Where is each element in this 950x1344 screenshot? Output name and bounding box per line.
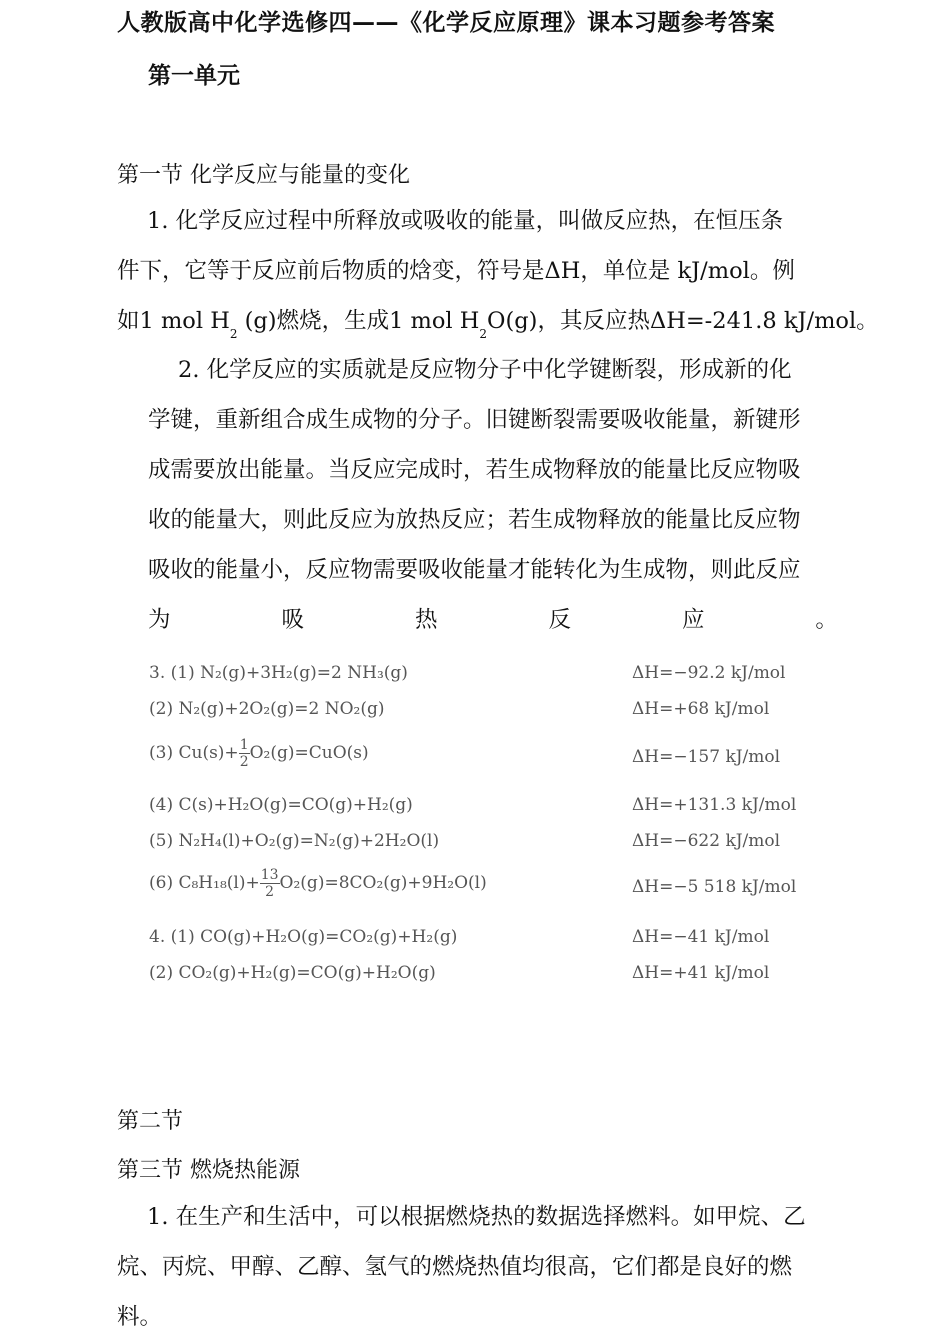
para1-line2: 件下，它等于反应前后物质的焓变，符号是ΔH，单位是 kJ/mol。例 bbox=[117, 258, 795, 284]
fraction: $\frac{13}{2}$ bbox=[260, 867, 279, 900]
enthalpy-value: ΔH=+41 kJ/mol bbox=[632, 963, 770, 983]
enthalpy-value: ΔH=+68 kJ/mol bbox=[632, 699, 770, 719]
thermochemical-equations-figure bbox=[145, 655, 823, 992]
para2-line5: 吸收的能量小，反应物需要吸收能量才能转化为生成物，则此反应 bbox=[148, 557, 801, 583]
section1-para2 bbox=[148, 345, 838, 645]
equation-text: 3. (1) N₂(g)+3H₂(g)=2 NH₃(g) bbox=[149, 663, 408, 683]
equation-text: (6) C₈H₁₈(l)+ $\frac{13}{2}$ O₂(g)=8CO₂(g)+9H₂O(l) bbox=[149, 867, 487, 900]
equation-text: (2) CO₂(g)+H₂(g)=CO(g)+H₂O(g) bbox=[149, 963, 436, 983]
section1-heading: 第一节 化学反应与能量的变化 bbox=[117, 163, 410, 188]
enthalpy-value: ΔH=−92.2 kJ/mol bbox=[632, 663, 786, 683]
section2-heading: 第二节 bbox=[117, 1109, 184, 1134]
s3-para1-line2: 烷、丙烷、甲醇、乙醇、氢气的燃烧热值均很高，它们都是良好的燃 bbox=[117, 1254, 793, 1280]
equation-text: 4. (1) CO(g)+H₂O(g)=CO₂(g)+H₂(g) bbox=[149, 927, 458, 947]
para1-line1: 1. 化学反应过程中所释放或吸收的能量，叫做反应热，在恒压条 bbox=[147, 208, 784, 234]
para2-line4: 收的能量大，则此反应为放热反应；若生成物释放的能量比反应物 bbox=[148, 507, 801, 533]
s3-para1-line1: 1. 在生产和生活中，可以根据燃烧热的数据选择燃料。如甲烷、乙 bbox=[147, 1204, 806, 1230]
section3-heading: 第三节 燃烧热能源 bbox=[117, 1158, 300, 1183]
enthalpy-value: ΔH=−41 kJ/mol bbox=[632, 927, 770, 947]
document-title: 人教版高中化学选修四——《化学反应原理》课本习题参考答案 bbox=[117, 10, 775, 36]
equation-text: (4) C(s)+H₂O(g)=CO(g)+H₂(g) bbox=[149, 795, 413, 815]
enthalpy-value: ΔH=−157 kJ/mol bbox=[632, 747, 781, 767]
s3-para1-line3: 料。 bbox=[117, 1304, 163, 1330]
para2-line3: 成需要放出能量。当反应完成时，若生成物释放的能量比反应物吸 bbox=[148, 457, 801, 483]
equation-text: (2) N₂(g)+2O₂(g)=2 NO₂(g) bbox=[149, 699, 385, 719]
enthalpy-value: ΔH=−622 kJ/mol bbox=[632, 831, 781, 851]
fraction: $\frac{1}{2}$ bbox=[239, 737, 249, 770]
para2-line6: 为 吸 热 反 应 。 bbox=[148, 607, 838, 633]
para2-line1: 2. 化学反应的实质就是反应物分子中化学键断裂，形成新的化 bbox=[178, 357, 792, 383]
equation-text: (3) Cu(s)+ $\frac{1}{2}$ O₂(g)=CuO(s) bbox=[149, 737, 369, 770]
enthalpy-value: ΔH=+131.3 kJ/mol bbox=[632, 795, 797, 815]
equation-text: (5) N₂H₄(l)+O₂(g)=N₂(g)+2H₂O(l) bbox=[149, 831, 440, 851]
enthalpy-value: ΔH=−5 518 kJ/mol bbox=[632, 877, 797, 897]
para1-line3: 如1 mol $H_2$ (g)燃烧，生成1 mol $H_2O(g)$，其反应热ΔH=-241.8 kJ/mol。 bbox=[117, 308, 879, 341]
section3-para1 bbox=[117, 1192, 806, 1342]
para2-line2: 学键，重新组合成生成物的分子。旧键断裂需要吸收能量，新键形 bbox=[148, 407, 801, 433]
section1-para1 bbox=[117, 196, 879, 359]
unit-heading: 第一单元 bbox=[148, 63, 240, 89]
